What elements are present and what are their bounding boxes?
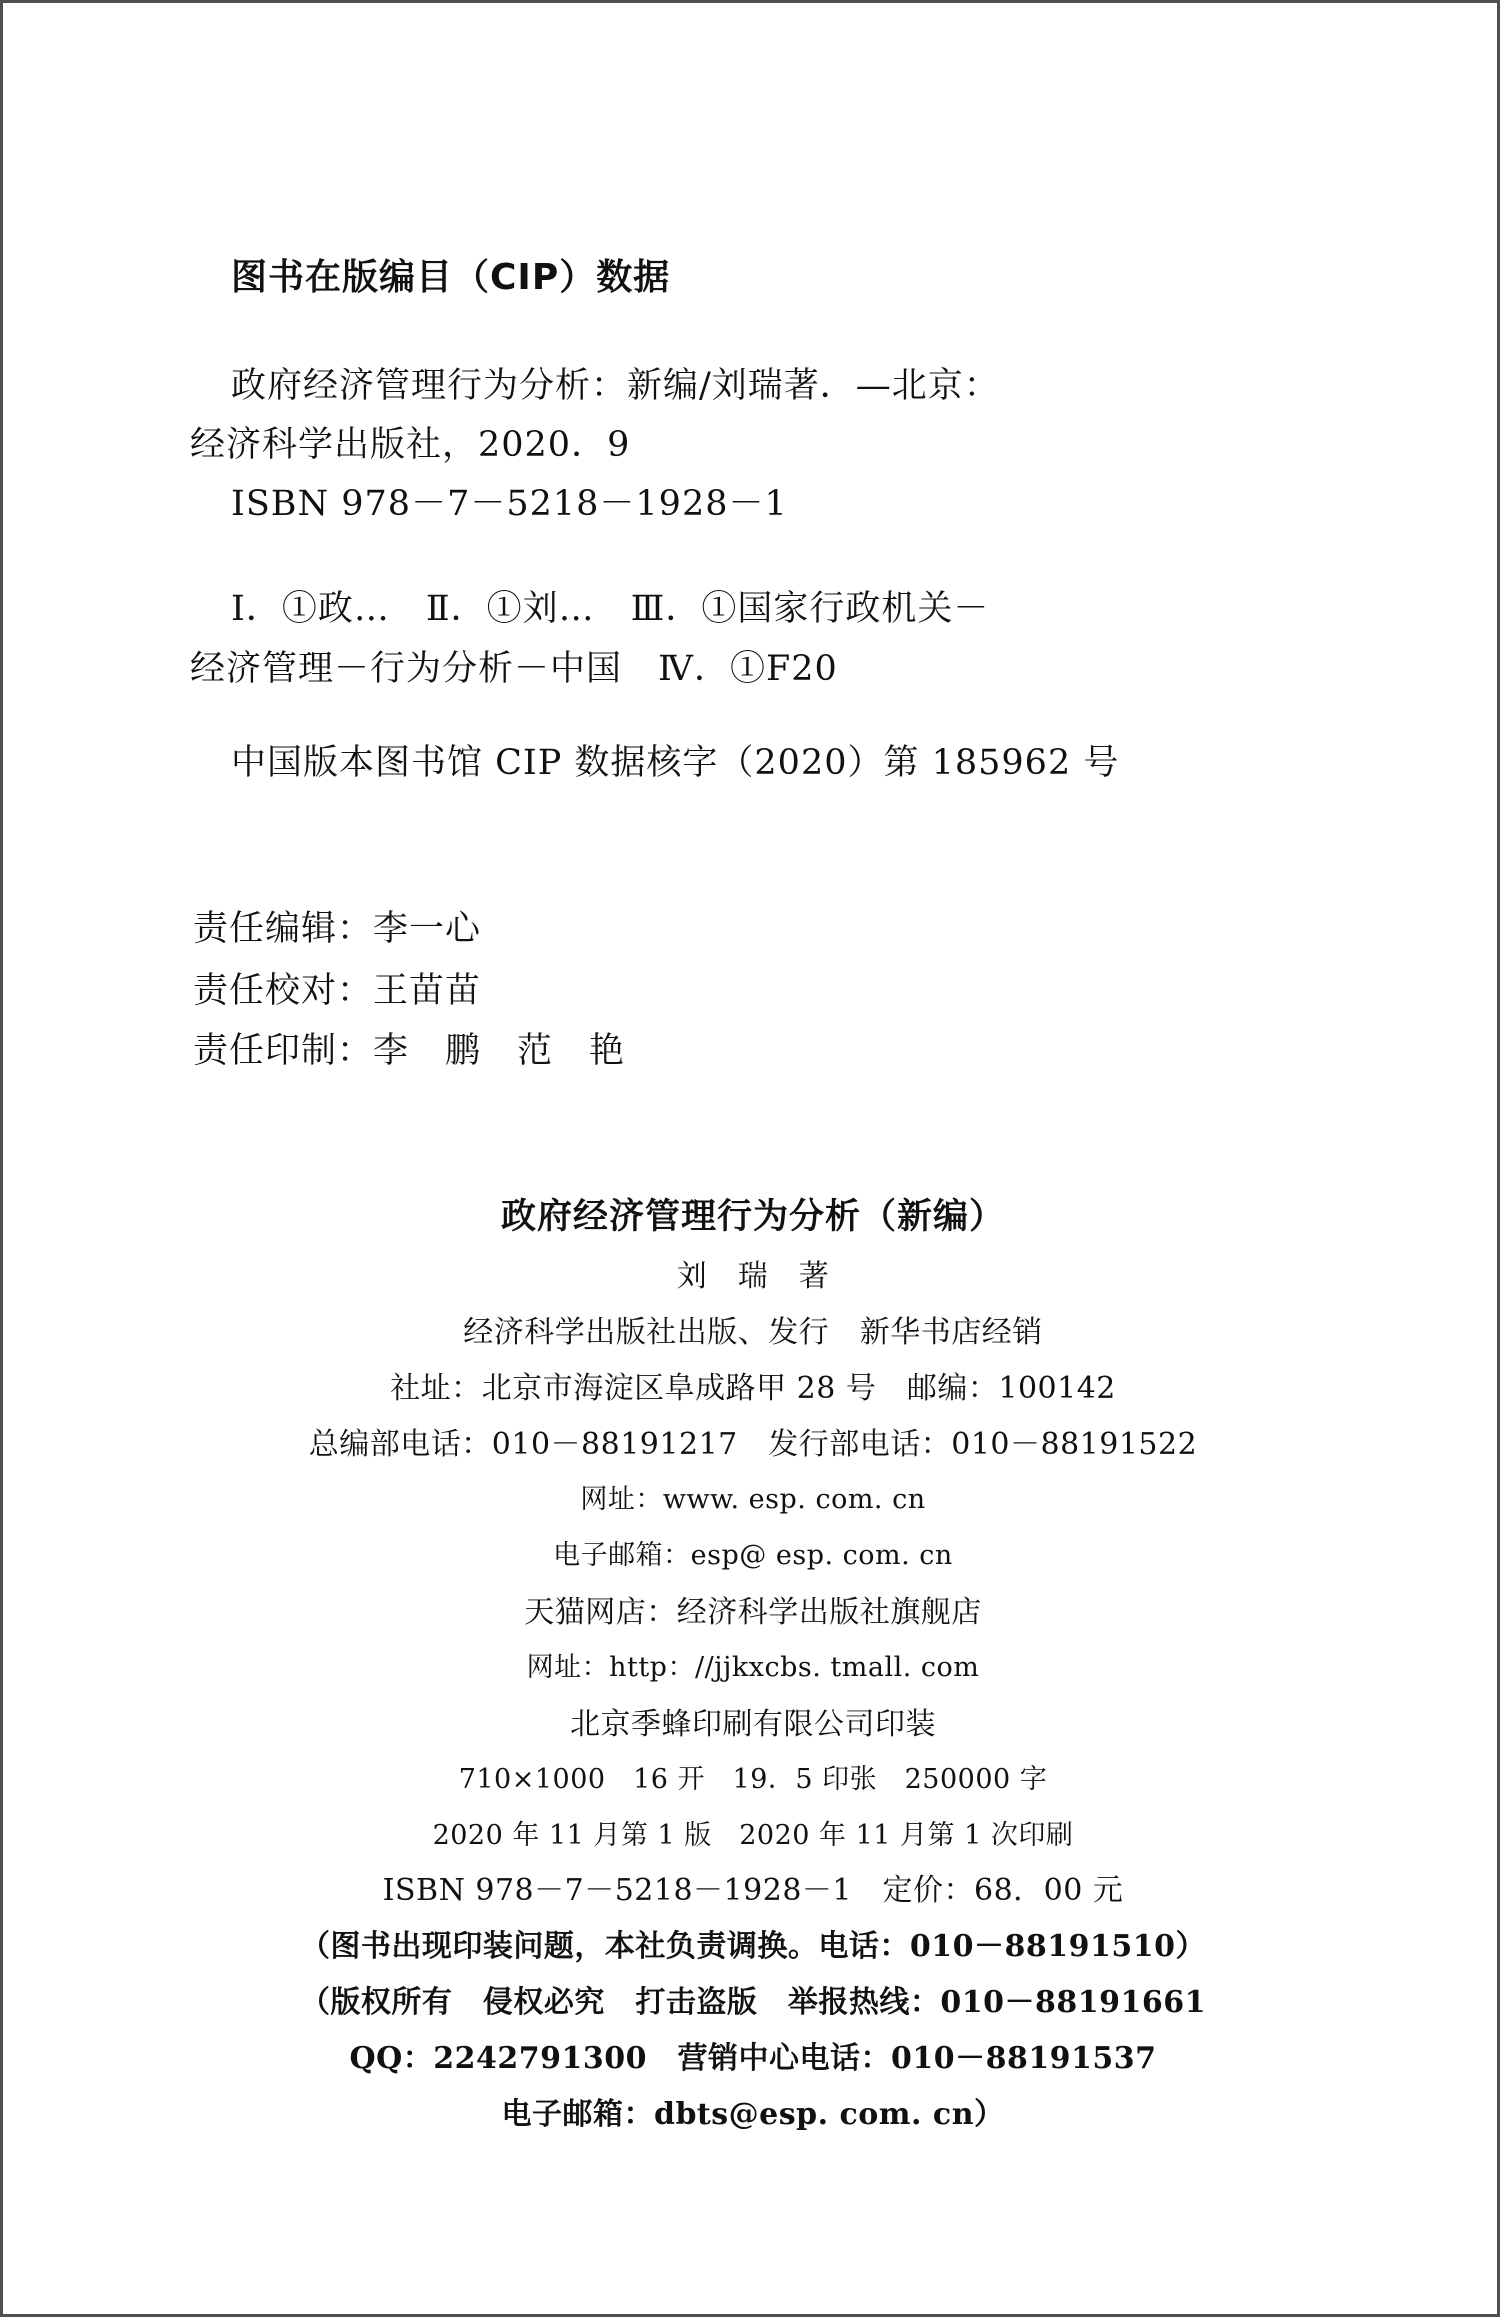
colophon-address: 社址：北京市海淀区阜成路甲 28 号 邮编：100142 bbox=[390, 1371, 1116, 1406]
colophon-tmall-url: 网址：http：//jjkxcbs. tmall. com bbox=[526, 1652, 980, 1683]
responsible-editor-label: 责任编辑： bbox=[193, 909, 374, 949]
notice-copyright: （版权所有 侵权必究 打击盗版 举报热线：010－88191661 bbox=[299, 1985, 1207, 2020]
responsible-editor-value: 李一心 bbox=[373, 909, 482, 949]
colophon-printer: 北京季蜂印刷有限公司印装 bbox=[570, 1707, 936, 1742]
responsible-printing bbox=[193, 1023, 625, 1073]
cip-heading: 图书在版编目（CIP）数据 bbox=[231, 257, 671, 298]
colophon-email: 电子邮箱：esp@ esp. com. cn bbox=[553, 1540, 953, 1571]
notice-qq-marketing: QQ：2242791300 营销中心电话：010－88191537 bbox=[349, 2041, 1157, 2076]
cip-classification-line-1: Ⅰ．①政… Ⅱ．①刘… Ⅲ．①国家行政机关－ bbox=[231, 589, 990, 629]
cip-isbn-line: ISBN 978－7－5218－1928－1 bbox=[231, 484, 788, 524]
colophon-author: 刘 瑞 著 bbox=[676, 1259, 830, 1294]
cip-record-line-2: 经济科学出版社，2020．9 bbox=[190, 425, 631, 465]
responsible-editor bbox=[193, 901, 481, 951]
notice-email: 电子邮箱：dbts@esp. com. cn） bbox=[501, 2097, 1005, 2132]
colophon-tmall-store: 天猫网店：经济科学出版社旗舰店 bbox=[524, 1595, 982, 1630]
cip-record-number: 中国版本图书馆 CIP 数据核字（2020）第 185962 号 bbox=[231, 743, 1120, 783]
colophon-website: 网址：www. esp. com. cn bbox=[580, 1484, 926, 1515]
colophon-edition: 2020 年 11 月第 1 版 2020 年 11 月第 1 次印刷 bbox=[432, 1820, 1074, 1851]
colophon-isbn-price: ISBN 978－7－5218－1928－1 定价：68．00 元 bbox=[382, 1873, 1124, 1908]
colophon-title: 政府经济管理行为分析（新编） bbox=[500, 1197, 1005, 1237]
responsible-proofreader-label: 责任校对： bbox=[193, 971, 374, 1011]
responsible-printing-value: 李 鹏 范 艳 bbox=[373, 1031, 626, 1071]
colophon-publisher: 经济科学出版社出版、发行 新华书店经销 bbox=[463, 1315, 1043, 1350]
colophon-specs: 710×1000 16 开 19．5 印张 250000 字 bbox=[458, 1764, 1048, 1795]
responsible-proofreader bbox=[193, 963, 481, 1013]
notice-quality: （图书出现印装问题，本社负责调换。电话：010－88191510） bbox=[299, 1929, 1207, 1964]
responsible-proofreader-value: 王苗苗 bbox=[373, 971, 482, 1011]
cip-record-line-1: 政府经济管理行为分析：新编/刘瑞著．—北京： bbox=[231, 366, 1000, 406]
colophon-phones: 总编部电话：010－88191217 发行部电话：010－88191522 bbox=[308, 1427, 1198, 1462]
responsible-printing-label: 责任印制： bbox=[193, 1031, 374, 1071]
cip-classification-line-2: 经济管理－行为分析－中国 Ⅳ．①F20 bbox=[190, 649, 838, 689]
